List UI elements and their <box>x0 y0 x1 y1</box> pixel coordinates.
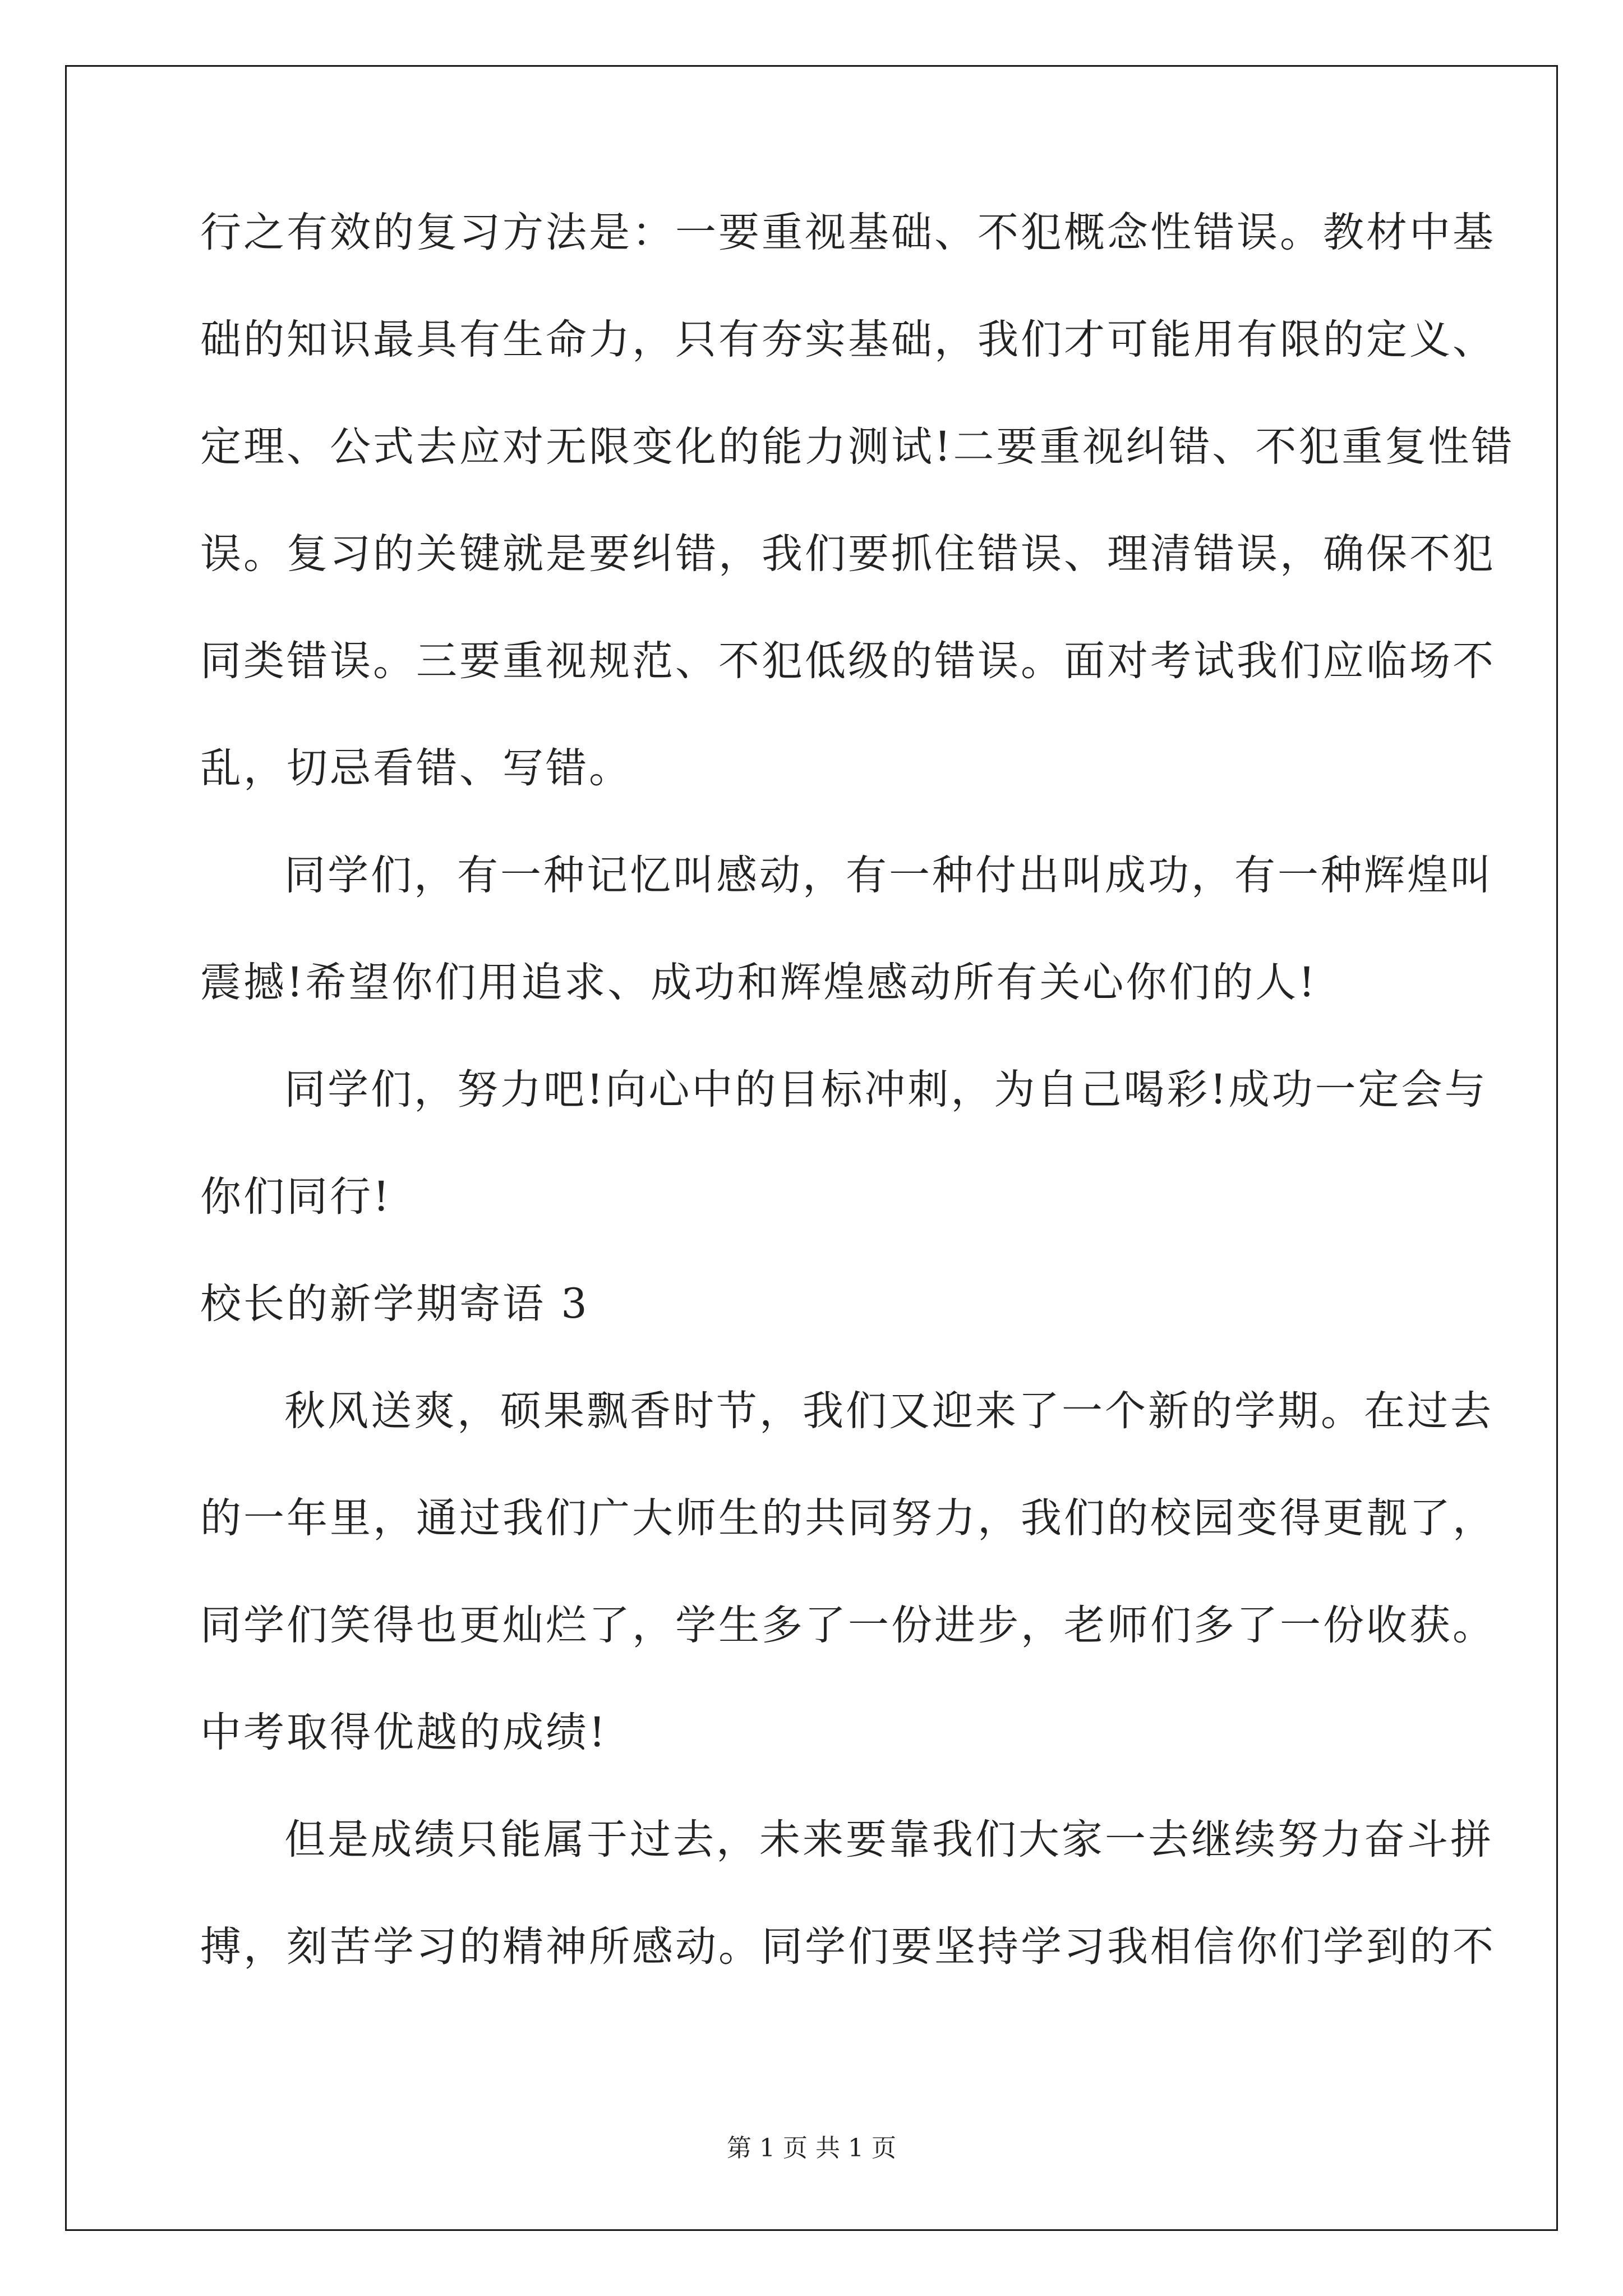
text-line: 震撼!希望你们用追求、成功和辉煌感动所有关心你们的人! <box>200 959 1317 1006</box>
text-line: 础的知识最具有生命力，只有夯实基础，我们才可能用有限的定义、 <box>200 316 1496 364</box>
text-line: 误。复习的关键就是要纠错，我们要抓住错误、理清错误，确保不犯 <box>200 530 1496 578</box>
text-line: 同学们笑得也更灿烂了，学生多了一份进步，老师们多了一份收获。 <box>200 1602 1496 1649</box>
text-line: 行之有效的复习方法是：一要重视基础、不犯概念性错误。教材中基 <box>200 209 1496 256</box>
paragraph-start-line: 秋风送爽，硕果飘香时节，我们又迎来了一个新的学期。在过去 <box>284 1387 1493 1435</box>
paragraph-start-line: 同学们，努力吧!向心中的目标冲刺，为自己喝彩!成功一定会与 <box>284 1066 1488 1114</box>
paragraph-start-line: 同学们，有一种记忆叫感动，有一种付出叫成功，有一种辉煌叫 <box>284 852 1493 899</box>
text-line: 的一年里，通过我们广大师生的共同努力，我们的校园变得更靓了， <box>200 1494 1496 1542</box>
text-line: 你们同行! <box>200 1173 392 1221</box>
section-heading: 校长的新学期寄语 3 <box>200 1280 589 1328</box>
page-border <box>65 65 1558 2231</box>
text-line: 乱，切忌看错、写错。 <box>200 744 632 792</box>
text-line: 定理、公式去应对无限变化的能力测试!二要重视纠错、不犯重复性错 <box>200 423 1515 471</box>
text-line: 搏，刻苦学习的精神所感动。同学们要坚持学习我相信你们学到的不 <box>200 1923 1496 1971</box>
paragraph-start-line: 但是成绩只能属于过去，未来要靠我们大家一去继续努力奋斗拼 <box>284 1816 1493 1864</box>
text-line: 同类错误。三要重视规范、不犯低级的错误。面对考试我们应临场不 <box>200 637 1496 685</box>
page-number-footer: 第 1 页 共 1 页 <box>727 2134 896 2162</box>
text-line: 中考取得优越的成绩! <box>200 1709 608 1756</box>
